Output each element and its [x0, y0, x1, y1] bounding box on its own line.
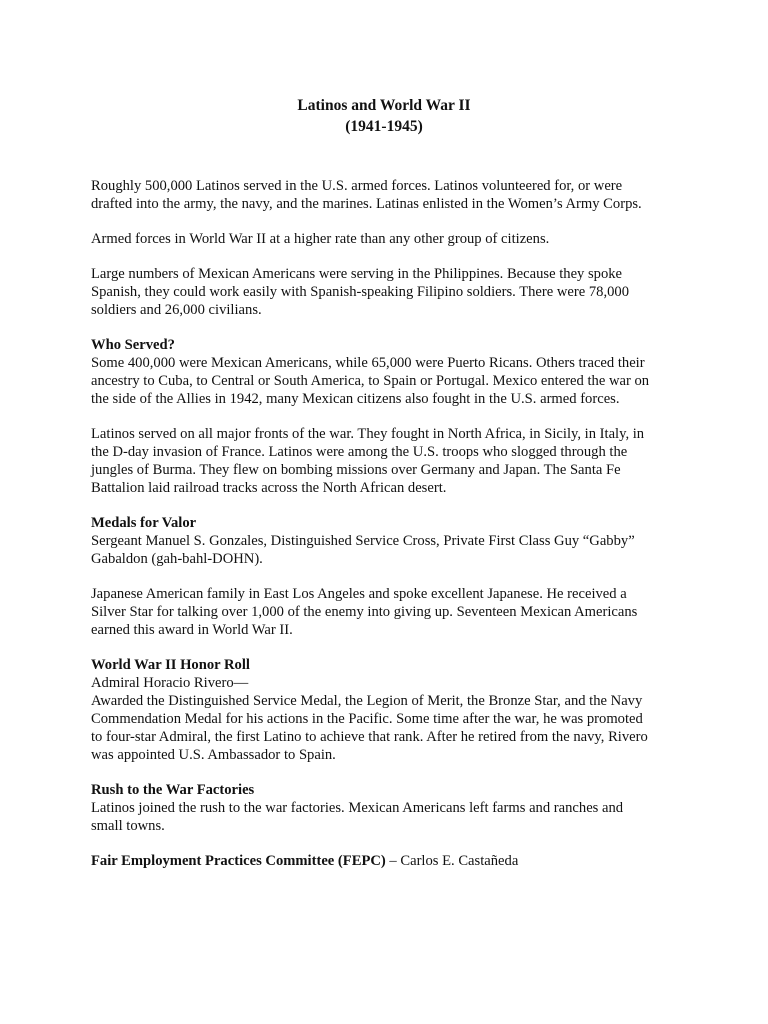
text-line: drafted into the army, the navy, and the marines. Latinas enlisted in the Women’s Army Corps. — [91, 196, 642, 212]
text-line: earned this award in World War II. — [91, 622, 293, 638]
text-line: Commendation Medal for his actions in the Pacific. Some time after the war, he was promoted — [91, 711, 643, 727]
text-line: small towns. — [91, 818, 165, 834]
title-line-1: Latinos and World War II — [297, 97, 471, 114]
text-line: Sergeant Manuel S. Gonzales, Distinguished Service Cross, Private First Class Guy “Gabby” — [91, 533, 635, 549]
document-body — [91, 177, 691, 887]
text-line: the side of the Allies in 1942, many Mexican citizens also fought in the U.S. armed forces. — [91, 391, 620, 407]
text-line: Spanish, they could work easily with Spanish-speaking Filipino soldiers. There were 78,000 — [91, 284, 630, 300]
text-line: Silver Star for talking over 1,000 of the enemy into giving up. Seventeen Mexican Americans — [91, 604, 638, 620]
text-line: Awarded the Distinguished Service Medal, the Legion of Merit, the Bronze Star, and the Navy — [91, 693, 643, 709]
medals-heading: Medals for Valor — [91, 515, 197, 531]
fepc-text — [91, 852, 691, 870]
text-line: ancestry to Cuba, to Central or South America, to Spain or Portugal. Mexico entered the war on — [91, 373, 650, 389]
who-served-heading: Who Served? — [91, 337, 175, 353]
text-line: Armed forces in World War II at a higher rate than any other group of citizens. — [91, 231, 550, 247]
text-line: soldiers and 26,000 civilians. — [91, 302, 262, 318]
text-line: Gabaldon (gah-bahl-DOHN). — [91, 551, 263, 567]
honoree-name: Admiral Horacio Rivero— — [91, 675, 249, 691]
text-line: was appointed U.S. Ambassador to Spain. — [91, 747, 336, 763]
text-line: the D-day invasion of France. Latinos were among the U.S. troops who slogged through the — [91, 444, 628, 460]
war-factories-heading: Rush to the War Factories — [91, 782, 255, 798]
fepc-label: Fair Employment Practices Committee (FEPC) — [91, 853, 386, 869]
text-line: Some 400,000 were Mexican Americans, while 65,000 were Puerto Ricans. Others traced their — [91, 355, 645, 371]
text-line: Latinos joined the rush to the war factories. Mexican Americans left farms and ranches and — [91, 800, 624, 816]
text-line: Latinos served on all major fronts of the war. They fought in North Africa, in Sicily, in Italy, in — [91, 426, 645, 442]
text-line: jungles of Burma. They flew on bombing missions over Germany and Japan. The Santa Fe — [91, 462, 621, 478]
text-line: Roughly 500,000 Latinos served in the U.S. armed forces. Latinos volunteered for, or were — [91, 178, 623, 194]
text-line: to four-star Admiral, the first Latino to achieve that rank. After he retired from the navy, Rivero — [91, 729, 648, 745]
title-line-2: (1941-1945) — [345, 118, 423, 135]
fepc-person: – Carlos E. Castañeda — [385, 853, 519, 869]
war-factories-paragraph — [91, 799, 691, 835]
honor-roll-heading: World War II Honor Roll — [91, 657, 250, 673]
intro-paragraph-1 — [91, 177, 691, 213]
who-served-paragraph-2 — [91, 425, 691, 497]
fepc-line — [91, 852, 691, 870]
who-served-paragraph-1 — [91, 354, 691, 408]
intro-paragraph-2 — [91, 230, 691, 248]
document-title — [0, 95, 768, 137]
honor-roll-paragraph — [91, 674, 691, 764]
text-line: Large numbers of Mexican Americans were serving in the Philippines. Because they spoke — [91, 266, 623, 282]
medals-paragraph-2 — [91, 585, 691, 639]
medals-paragraph-1 — [91, 532, 691, 568]
text-line: Battalion laid railroad tracks across the North African desert. — [91, 480, 447, 496]
intro-paragraph-3 — [91, 265, 691, 319]
text-line: Japanese American family in East Los Angeles and spoke excellent Japanese. He received a — [91, 586, 627, 602]
